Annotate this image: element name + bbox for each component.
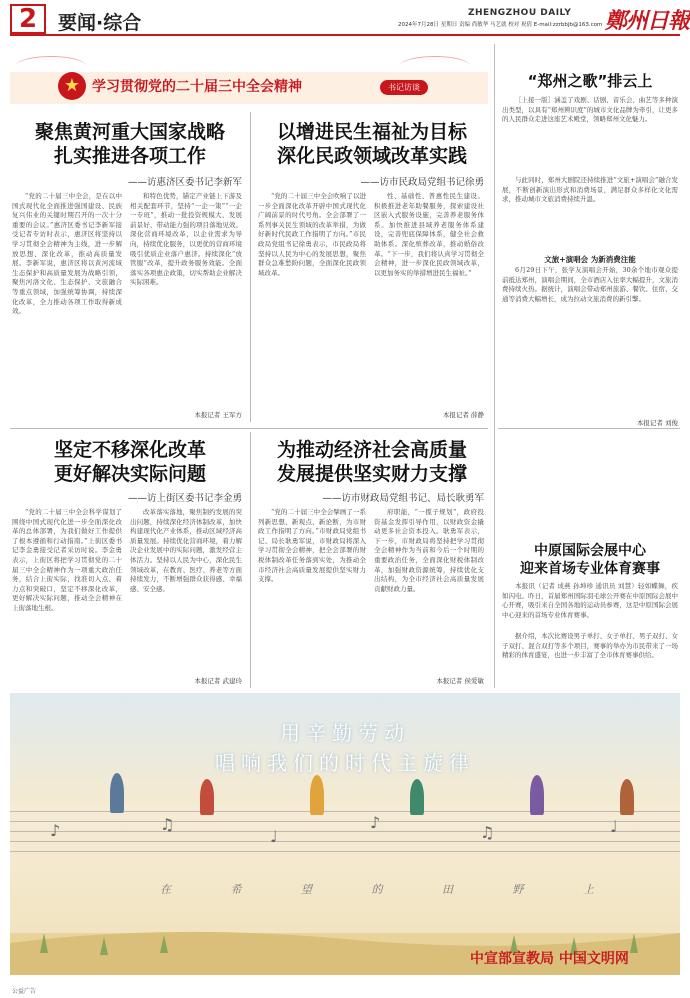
- ad-label: 公益广告: [12, 988, 37, 995]
- poster-title-line-2: 唱响我们的时代主旋律: [215, 751, 475, 775]
- worker-figure: [530, 775, 544, 815]
- staff-line: [10, 841, 680, 842]
- staff-line: [10, 831, 680, 832]
- header-rule: [10, 34, 680, 36]
- music-note-icon: ♫: [160, 815, 175, 834]
- dateline: 2024年7月28日 星期日 责编 尚敏华 马艺就 校对 祝倩 E-mail:zzrbbjb@163.com: [398, 22, 603, 28]
- star-emblem-icon: ★: [58, 72, 86, 100]
- music-note-icon: ♪: [50, 821, 61, 840]
- article-3-author: 本报记者 武建玲: [194, 677, 242, 685]
- worker-figure: [310, 775, 324, 815]
- article-2-author: 本报记者 薛静: [442, 411, 484, 419]
- worker-figure: [200, 779, 214, 815]
- music-note-icon: ♩: [270, 827, 278, 846]
- right-column-divider: [494, 44, 495, 688]
- banner-tag: 书记访谈: [380, 80, 428, 95]
- article-4-body-column-2: 府职能，“一揽子规划”，政府投资基金发挥引导作用，以财政资金撬动更多社会资本投入。耿勇军表示，下一步，市财政局将坚持把学习贯彻全会精神作为当前和今后一个时期的重要政治任务，全面深化财税体制改革，加强财政资源统筹，持续优化支出结构，为全市经济社会高质量发展贡献财政力量。: [374, 508, 484, 593]
- column-divider: [250, 112, 251, 422]
- article-1-body-column-2: 和特色优势，锚定产业链上下游及相关配套环节，坚持“一企一策”“一企一专班”，推动一批投资规模大、发展前景好、带动能力强的项目落地见效。深化营商环境改革，以企业需求为导向，持续优化服务，以更优的营商环境吸引优质企业落户惠济。持续深化“放管服”改革，提升政务服务效能。全面落实各项惠企政策，切实帮助企业解决实际困难。: [130, 192, 242, 287]
- staff-line: [10, 821, 680, 822]
- staff-line: [10, 851, 680, 852]
- right-article-1-body-3: 6月29日下午，张学友演唱会开始，30余个地市观众提前抵达郑州，演唱会期间，全市酒店入住率大幅提升，文旅消费持续火热。据统计，演唱会带动郑州旅游、餐饮、住宿、交通等消费大幅增长，成为拉动文旅消费的新引擎。: [502, 266, 678, 303]
- article-4-headline-line-1: 为推动经济社会高质量: [276, 439, 467, 461]
- column-divider: [250, 432, 251, 688]
- right-article-1-subhead: 文旅+演唱会 为新消费注能: [544, 255, 636, 264]
- right-article-1-body-2: 与此同时，郑州大剧院还持续推进“文旅+演唱会”融合发展，不断创新演出形式和消费场景，满足群众多样化文化需求，推动城市文旅消费持续升温。: [502, 176, 678, 204]
- music-note-icon: ♩: [610, 817, 618, 836]
- article-1-byline: ——访惠济区委书记李新军: [127, 177, 242, 188]
- article-4-headline-line-2: 发展提供坚实财力支撑: [276, 463, 467, 485]
- article-3-headline-line-1: 坚定不移深化改革: [53, 439, 206, 461]
- article-1-author: 本报记者 王军方: [194, 411, 242, 419]
- right-article-2-body-1: 本报讯（记者 成燕 孙坤珍 通讯员 刘慧）轻如蝶舞，疾如闪电。昨日，首届郑州国际羽毛球公开赛在中原国际会展中心开赛，吸引来自全国各地的运动员参赛，这是中原国际会展中心迎来的首场专业体育赛事。: [502, 582, 678, 619]
- page-number: 2: [10, 4, 46, 34]
- poster-title-line-1: 用辛勤劳动: [280, 721, 410, 745]
- right-article-2-headline-line-1: 中原国际会展中心: [534, 543, 646, 559]
- music-note-icon: ♪: [370, 813, 381, 832]
- right-row-divider: [498, 428, 680, 429]
- article-4-body-column-1: “党的二十届三中全会擘画了一系列新思想、新观点、新论断，为市财政工作指明了方向。”市财政局党组书记、局长耿勇军说，市财政局将深入学习贯彻全会精神，把全会部署的财税体制改革任务落到实处，为推动全市经济社会高质量发展提供坚实财力支撑。: [258, 508, 366, 584]
- article-3-byline: ——访上街区委书记李金勇: [127, 493, 242, 504]
- worker-figure: [110, 773, 124, 813]
- newspaper-logo: 鄭州日報: [605, 8, 690, 34]
- article-1-headline-line-1: 聚焦黄河重大国家战略: [34, 121, 225, 143]
- right-article-2-headline-line-2: 迎来首场专业体育赛事: [520, 561, 660, 577]
- article-2-body-column-2: 性、基础性、普惠性民生建设。积极推进老年助餐服务，探索建设社区嵌入式服务设施，完善养老服务体系。加快推进县域养老服务体系建设，完善兜底保障体系，健全社会救助体系。深化殡葬改革，推动婚俗改革。“下一步，我们将认真学习贯彻全会精神，进一步深化民政领域改革，以更加务实的举措增进民生福祉。”: [374, 192, 484, 277]
- article-2-headline-line-1: 以增进民生福祉为目标: [276, 121, 467, 143]
- article-3-body-column-1: “党的二十届三中全会科学谋划了围绕中国式现代化进一步全面深化改革的总体部署，为我们做好工作提供了根本遵循和行动指南。”上街区委书记李金勇接受记者采访时说。李金勇表示，上街区将把学习贯彻党的二十届三中全会精神作为一项重大政治任务，结合上街实际，找准切入点、着力点和突破口，坚定不移深化改革，更好解决实际问题，推动全会精神在上街落地生根。: [12, 508, 122, 612]
- worker-figure: [620, 779, 634, 815]
- public-service-poster: [10, 693, 680, 975]
- section-title: 要闻·综合: [58, 12, 142, 34]
- article-2-byline: ——访市民政局党组书记徐勇: [360, 177, 484, 188]
- article-1-body-column-1: “党的二十届三中全会，是在以中国式现代化全面推进强国建设、民族复兴伟业的关键时期召开的一次十分重要的会议。”惠济区委书记李新军接受记者专访时表示，惠济区将坚持以学习贯彻全会精神为主线，进一步解放思想、深化改革，推动高质量发展。李新军说，惠济区将以黄河流域生态保护和高质量发展为战略引领，聚焦河洛文化、生态保护、文旅融合等重点领域，加强统筹协调，持续深化改革，全力推动各项工作取得新成效。: [12, 192, 122, 316]
- poster-publisher: 中宣部宣教局 中国文明网: [470, 951, 629, 967]
- right-article-2-body-2: 据介绍，本次比赛设男子单打、女子单打、男子双打、女子双打、混合双打等多个项目，赛事的举办为市民带来了一场精彩的体育盛宴，也进一步丰富了全市体育赛事供给。: [502, 632, 678, 660]
- row-divider: [10, 428, 488, 429]
- article-3-body-column-2: 改革落实落地，聚焦制约发展的突出问题，持续深化经济体制改革，加快构建现代化产业体系，推动区域经济高质量发展。持续优化营商环境，着力解决企业发展中的实际问题，激发经营主体活力。坚持以人民为中心，深化民生领域改革，在教育、医疗、养老等方面持续发力，不断增强群众获得感、幸福感、安全感。: [130, 508, 242, 593]
- right-article-1-body-1: ［上接一版］涵盖了戏剧、话剧、音乐会、曲艺等多种演出类型，以具有“郑州辨识度”的城市文化品牌为牵引，让更多的人民群众走进这座艺术殿堂，领略郑州文化魅力。: [502, 96, 678, 124]
- worker-figure: [410, 779, 424, 815]
- article-1-headline-line-2: 扎实推进各项工作: [53, 145, 206, 167]
- article-3-headline-line-2: 更好解决实际问题: [53, 463, 206, 485]
- right-article-1-headline: “郑州之歌”排云上: [527, 72, 653, 90]
- article-2-body-column-1: “党的二十届三中全会吹响了以进一步全面深化改革开辟中国式现代化广阔前景的时代号角。全会部署了一系列事关民生领域的改革举措，为做好新时代民政工作指明了方向。”市民政局党组书记徐勇表示，市民政局将坚持以人民为中心的发展思想，聚焦群众急难愁盼问题，全面深化民政领域改革。: [258, 192, 366, 277]
- article-4-author: 本报记者 侯爱敏: [436, 677, 484, 685]
- music-note-icon: ♫: [480, 823, 495, 842]
- poster-lyric: 在 希 望 的 田 野 上: [160, 883, 622, 896]
- paper-english-name: ZHENGZHOU DAILY: [468, 8, 572, 18]
- banner-title: 学习贯彻党的二十届三中全会精神: [92, 79, 302, 95]
- article-4-byline: ——访市财政局党组书记、局长耿勇军: [322, 493, 484, 504]
- article-2-headline-line-2: 深化民政领域改革实践: [276, 145, 467, 167]
- right-article-1-author: 本报记者 刘俊: [636, 419, 678, 427]
